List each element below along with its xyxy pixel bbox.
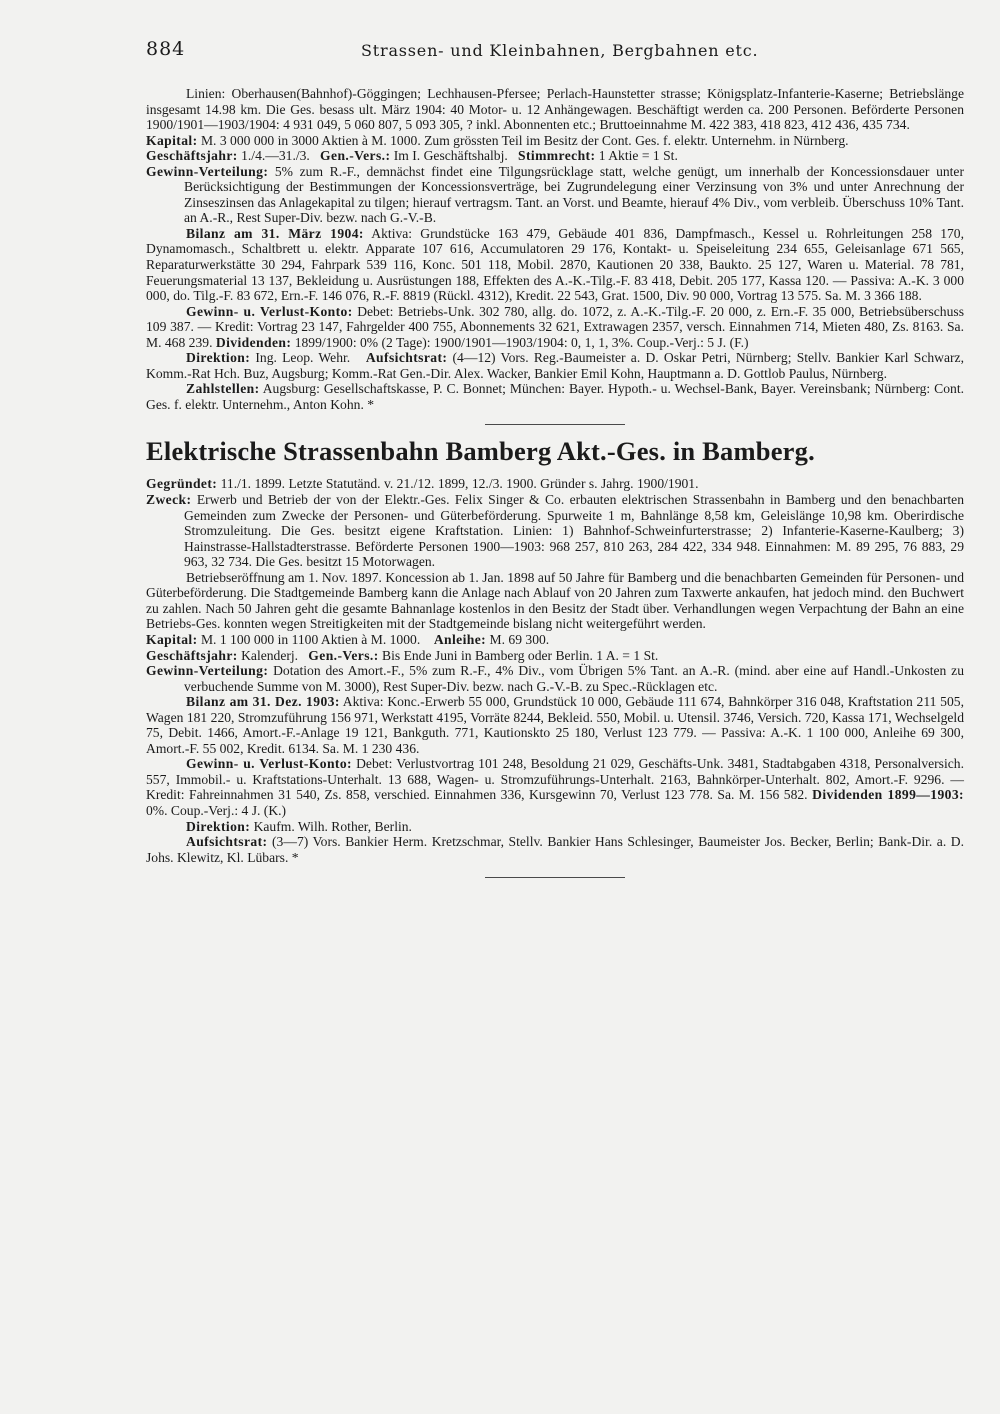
zweck-text: Erwerb und Betrieb der von der Elektr.-Ges. Felix Singer & Co. erbauten elektrischen Strassenbahn in Bamberg und den benachbarten Gemeinden zum Zwecke der Personen- und Güterbeförderung. Spurweite 1 m, Bahnlänge 8,58 km, Geleislänge 10,98 km. Oberirdische Stromzuleitung. Die Ges. besitzt eigene Kraftstation. Linien: 1) Bahnhof-Schweinfurterstrasse; 2) Infanterie-Kaserne-Kaulberg; 3) Hainstrasse-Hallstadterstrasse. Beförderte Personen 1900—1903: 968 257, 810 263, 284 422, 334 948. Einnahmen: M. 89 295, 76 883, 29 963, 32 734. Die Ges. besitzt 15 Motorwagen.: [184, 492, 964, 570]
gewinn-verteilung-2-paragraph: [146, 663, 964, 694]
page-body: [146, 86, 964, 888]
guv-label: Gewinn- u. Verlust-Konto:: [186, 303, 353, 319]
page-header: [146, 38, 960, 68]
geschaeftsjahr-paragraph: [146, 148, 964, 164]
direktion-2-text: Kaufm. Wilh. Rother, Berlin.: [253, 818, 412, 834]
running-title: Strassen- und Kleinbahnen, Bergbahnen etc.: [361, 41, 759, 60]
kapital-2-label: Kapital:: [146, 631, 198, 647]
dividenden-2-text: 0%. Coup.-Verj.: 4 J. (K.): [146, 802, 287, 818]
linien-paragraph: Linien: Oberhausen(Bahnhof)-Göggingen; Lechhausen-Pfersee; Perlach-Haunstetter strasse; Königsplatz-Infanterie-Kaserne; Betriebslänge insgesamt 14.98 km. Die Ges. besass ult. März 1904: 40 Motor- u. 12 Anhängewagen. Beschäftigt werden ca. 200 Personen. Beförderte Personen 1900/1901—1903/1904: 4 931 049, 5 060 807, 5 093 305, ? inkl. Abonnenten etc.; Bruttoeinnahme M. 422 383, 418 823, 412 436, 435 734.: [146, 86, 964, 133]
anleihe-label: Anleihe:: [433, 631, 487, 647]
geschaeftsjahr-2-text: Kalenderj.: [241, 647, 299, 663]
zahlstellen-paragraph: [146, 381, 964, 412]
bilanz-2-text: Aktiva: Konc.-Erwerb 55 000, Grundstück 10 000, Gebäude 111 674, Bahnkörper 316 048, Kraftstation 211 505, Wagen 181 220, Stromzuführung 156 971, Werkstatt 4195, Vorräte 8244, Bekleid. 550, Mobil. u. Utensil. 3746, Versich. 720, Kassa 171, Wechselgeld 75, Debit. 1466, Amort.-F.-Anlage 19 121, Bankguth. 771, Kautionskto 25 180, Verlust 123 779. — Passiva: A.-K. 1 100 000, Anleihe 69 300, Amort.-F. 55 002, Kredit. 6134. Sa. M. 1 230 436.: [146, 694, 964, 756]
stimmrecht-label: Stimmrecht:: [518, 148, 596, 164]
gewinn-verteilung-label: Gewinn-Verteilung:: [146, 163, 269, 179]
direktion-paragraph: [146, 350, 964, 381]
direktion-2-label: Direktion:: [186, 818, 251, 834]
aufsichtsrat-text: (4—12) Vors. Reg.-Baumeister a. D. Oskar Petri, Nürnberg; Stellv. Bankier Karl Schwarz, Komm.-Rat Hch. Buz, Augsburg; Komm.-Rat Gen.-Dir. Alex. Wacker, Bankier Emil Kohn, Hauptmann a. D. Gottlob Paulus, Nürnberg.: [146, 350, 964, 381]
gegruendet-label: Gegründet:: [146, 476, 218, 492]
section-divider-bottom: [485, 877, 625, 878]
gegruendet-paragraph: [146, 476, 964, 492]
genvers-label: Gen.-Vers.:: [320, 148, 391, 164]
zweck-paragraph: [146, 492, 964, 570]
zahlstellen-text: Augsburg: Gesellschaftskasse, P. C. Bonnet; München: Bayer. Hypoth.- u. Wechsel-Bank, Bayer. Vereinsbank; Nürnberg: Cont. Ges. f. elektr. Unternehm., Anton Kohn. *: [146, 381, 964, 412]
anleihe-text: M. 69 300.: [489, 631, 550, 647]
kapital-paragraph: [146, 133, 964, 149]
direktion-label: Direktion:: [186, 350, 251, 366]
bilanz-2-paragraph: [146, 694, 964, 756]
bilanz-2-label: Bilanz am 31. Dez. 1903:: [186, 694, 340, 710]
zahlstellen-label: Zahlstellen:: [186, 381, 260, 397]
kapital-2-paragraph: [146, 632, 964, 648]
dividenden-label: Dividenden:: [215, 334, 292, 350]
gewinn-verteilung-2-text: Dotation des Amort.-F., 5% zum R.-F., 4% Div., vom Übrigen 5% Tant. an A.-R. (mind. aber eine auf Handl.-Unkosten zu verbuchende Summe von M. 3000), Rest Super-Div. bezw. nach G.-V.-B. zu Spec.-Rücklagen etc.: [184, 663, 964, 694]
aufsichtsrat-2-label: Aufsichtsrat:: [186, 834, 268, 850]
dividenden-2-label: Dividenden 1899—1903:: [812, 787, 964, 803]
direktion-text: Ing. Leop. Wehr.: [255, 350, 351, 366]
direktion-2-paragraph: [146, 819, 964, 835]
gewinn-verteilung-2-label: Gewinn-Verteilung:: [146, 663, 269, 679]
guv-2-label: Gewinn- u. Verlust-Konto:: [186, 756, 352, 772]
kapital-label: Kapital:: [146, 132, 198, 148]
company-title: Elektrische Strassenbahn Bamberg Akt.-Ges. in Bamberg.: [146, 436, 815, 467]
guv-text: Debet: Betriebs-Unk. 302 780, allg. do. 1072, z. A.-K.-Tilg.-F. 20 000, z. Ern.-F. 35 000, Betriebsüberschuss 109 387. — Kredit: Vortrag 23 147, Fahrgelder 400 755, Abonnements 32 621, Extrawagen 2357, versch. Einnahmen 714, Mieten 480, Zs. 8163. Sa. M. 468 239.: [146, 303, 964, 350]
gewinn-verteilung-paragraph: [146, 164, 964, 226]
geschaeftsjahr-2-label: Geschäftsjahr:: [146, 647, 238, 663]
zweck-label: Zweck:: [146, 492, 192, 508]
aufsichtsrat-label: Aufsichtsrat:: [365, 350, 448, 366]
gewinn-verteilung-text: 5% zum R.-F., demnächst findet eine Tilgungsrücklage statt, welche genügt, um innerhalb der Koncessionsdauer unter Berücksichtigung der Bestimmungen der Koncessionsverträge, bei Zugrundelegung einer Verzinsung von 3% und unter Anrechnung der Zinseszinsen das Anlagekapital zu tilgen; hierauf vertragsm. Tant. an Vorst. und Beamte, hierauf 4% Div., vom verbleib. Überschuss 10% Tant. an A.-R., Rest Super-Div. bezw. nach G.-V.-B.: [184, 163, 964, 226]
bilanz-paragraph: [146, 226, 964, 304]
page-number: 884: [146, 38, 186, 60]
guv-2-text: Debet: Verlustvortrag 101 248, Besoldung 21 029, Geschäfts-Unk. 3481, Stadtabgaben 4318, Personalversich. 557, Immobil.- u. Kraftstations-Unterhalt. 13 688, Wagen- u. Stromzuführungs-Unterhalt. 2163, Bahnkörper-Unterhalt. 802, Amort.-F. 9296. — Kredit: Fahreinnahmen 31 540, Zs. 858, verschied. Einnahmen 336, Kursgewinn 70, Verlust 123 778. Sa. M. 156 582.: [146, 756, 964, 803]
geschaeftsjahr-label: Geschäftsjahr:: [146, 148, 238, 164]
gegruendet-text: 11./1. 1899. Letzte Statutänd. v. 21./12. 1899, 12./3. 1900. Gründer s. Jahrg. 1900/1901.: [220, 476, 699, 492]
aufsichtsrat-2-text: (3—7) Vors. Bankier Herm. Kretzschmar, Stellv. Bankier Hans Schlesinger, Baumeister Jos. Becker, Berlin; Bank-Dir. a. D. Johs. Klewitz, Kl. Lübars. *: [146, 834, 964, 865]
guv-2-paragraph: [146, 756, 964, 818]
stimmrecht-text: 1 Aktie = 1 St.: [598, 148, 678, 164]
genvers-text: Im I. Geschäftshalbj.: [393, 148, 508, 164]
guv-paragraph: [146, 304, 964, 351]
betrieb-paragraph: Betriebseröffnung am 1. Nov. 1897. Koncession ab 1. Jan. 1898 auf 50 Jahre für Bamberg und die benachbarten Gemeinden für Personen- und Güterbeförderung. Die Stadtgemeinde Bamberg kann die Anlage nach Ablauf von 20 Jahren zum Taxwerte ankaufen, hat jedoch mind. den Buchwert zu zahlen. Nach 50 Jahren geht die gesamte Bahnanlage kostenlos in den Besitz der Stadt über. Verhandlungen wegen Verpachtung der Bahn an eine Betriebs-Ges. konnten wegen Streitigkeiten mit der Stadtgemeinde bislang nicht weitergeführt werden.: [146, 569, 964, 632]
kapital-text: M. 3 000 000 in 3000 Aktien à M. 1000. Zum grössten Teil im Besitz der Cont. Ges. f. elektr. Unternehm. in Nürnberg.: [200, 132, 849, 148]
kapital-2-text: M. 1 100 000 in 1100 Aktien à M. 1000.: [200, 631, 421, 647]
section-divider: [485, 424, 625, 425]
dividenden-text: 1899/1900: 0% (2 Tage): 1900/1901—1903/1904: 0, 1, 1, 3%. Coup.-Verj.: 5 J. (F.): [294, 334, 749, 350]
genvers-2-label: Gen.-Vers.:: [308, 647, 379, 663]
bilanz-text: Aktiva: Grundstücke 163 479, Gebäude 401 836, Dampfmasch., Kessel u. Rohrleitungen 258 170, Dynamomasch., Schaltbrett u. elektr. Apparate 107 616, Accumulatoren 29 176, Kontakt- u. Speiseleitung 234 655, Geleisanlage 671 565, Reparaturwerkstätte 30 294, Fahrpark 539 116, Konc. 501 118, Mobil. 2870, Kautionen 20 338, Baukto. 25 127, Waren u. Material. 78 781, Feuerungsmaterial 13 137, Bekleidung u. Ausrüstungen 188, Effekten des A.-K.-Tilg.-F. 83 418, Debit. 205 177, Kassa 120. — Passiva: A.-K. 3 000 000, do. Tilg.-F. 83 672, Ern.-F. 146 076, R.-F. 8819 (Rückl. 4312), Kredit. 22 543, Grat. 1500, Div. 90 000, Vortrag 13 575. Sa. M. 3 366 188.: [146, 225, 964, 304]
genvers-2-text: Bis Ende Juni in Bamberg oder Berlin. 1 A. = 1 St.: [382, 647, 659, 663]
geschaeftsjahr-text: 1./4.—31./3.: [241, 148, 310, 164]
geschaeftsjahr-2-paragraph: [146, 648, 964, 664]
aufsichtsrat-2-paragraph: [146, 834, 964, 865]
bilanz-label: Bilanz am 31. März 1904:: [186, 225, 364, 241]
